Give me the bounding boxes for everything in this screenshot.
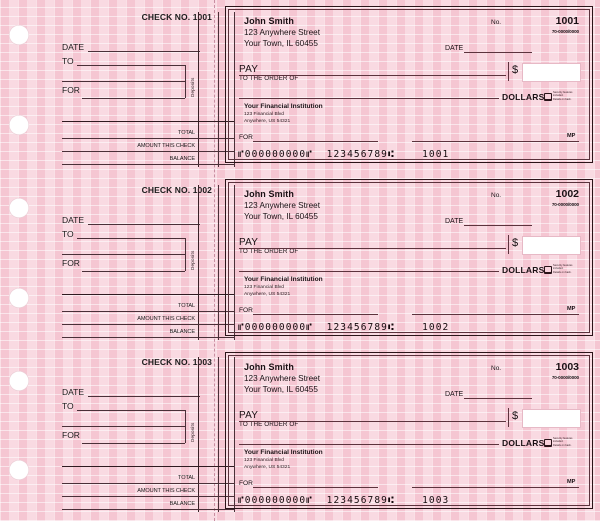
amount-words-line[interactable] xyxy=(239,271,499,272)
stub-for-label: FOR xyxy=(62,430,80,440)
dollar-sign: $ xyxy=(512,237,519,249)
stub-amount-rule xyxy=(62,311,234,312)
payer-address-2: Your Town, IL 60455 xyxy=(244,212,318,221)
seal-line-1: Security features xyxy=(553,264,573,267)
micr-account: 123456789⑆ xyxy=(326,322,395,333)
payer-address-1: 123 Anywhere Street xyxy=(244,374,321,383)
stub-to-label: TO xyxy=(62,56,74,66)
seal-line-3: Details on back. xyxy=(553,270,572,274)
routing-fraction: 70-0000/0000 xyxy=(551,202,579,207)
memo-line[interactable] xyxy=(253,314,378,315)
check-form xyxy=(225,352,593,509)
memo-label: FOR xyxy=(239,480,253,487)
micr-line xyxy=(238,322,449,333)
stub-column-divider-2 xyxy=(218,357,219,512)
seal-line-1: Security features xyxy=(553,437,573,440)
stub-date-line[interactable] xyxy=(88,224,200,225)
seal-line-3: Details on back. xyxy=(553,97,572,101)
bank-name: Your Financial Institution xyxy=(244,103,323,110)
seal-line-2: included. xyxy=(553,267,564,271)
stub-total-rule xyxy=(62,294,234,295)
mp-security-mark: MP xyxy=(567,306,576,312)
stub-for-line[interactable] xyxy=(82,98,185,99)
amount-input-box[interactable] xyxy=(522,236,581,255)
date-line[interactable] xyxy=(464,225,532,226)
micr-account: 123456789⑆ xyxy=(326,495,395,506)
stub-memo-line[interactable] xyxy=(62,426,185,427)
micr-routing: ⑈000000000⑈ xyxy=(238,149,313,160)
micr-serial: 1001 xyxy=(422,149,450,160)
stub-balance-label: BALANCE xyxy=(169,156,195,162)
date-line[interactable] xyxy=(464,52,532,53)
punch-hole xyxy=(9,198,29,218)
stub-amount-this-check-label: AMOUNT THIS CHECK xyxy=(137,143,195,149)
signature-line[interactable] xyxy=(412,141,579,142)
stub-memo-line[interactable] xyxy=(62,254,185,255)
punch-hole xyxy=(9,288,29,308)
signature-line[interactable] xyxy=(412,314,579,315)
stub-column-divider-1 xyxy=(198,185,199,340)
amount-divider xyxy=(508,62,509,81)
payer-address-2: Your Town, IL 60455 xyxy=(244,39,318,48)
stub-to-label: TO xyxy=(62,229,74,239)
pay-label: PAY xyxy=(239,64,259,75)
stub-date-label: DATE xyxy=(62,387,85,397)
stub-for-line[interactable] xyxy=(82,271,185,272)
stub-for-line[interactable] xyxy=(82,443,185,444)
amount-input-box[interactable] xyxy=(522,409,581,428)
stub-total-rule xyxy=(62,121,234,122)
bank-address-2: Anywhere, US 54321 xyxy=(244,119,291,124)
stub-column-divider-1 xyxy=(198,357,199,512)
stub-check-number: CHECK NO. 1001 xyxy=(141,12,212,22)
amount-divider xyxy=(508,235,509,254)
stub-deposits-divider xyxy=(185,65,186,98)
stub-column-divider-1 xyxy=(198,12,199,167)
amount-divider xyxy=(508,408,509,427)
register-stub xyxy=(62,12,212,167)
payee-line[interactable] xyxy=(239,421,506,422)
seal-line-1: Security features xyxy=(553,91,573,94)
stub-bottom-rule xyxy=(62,509,234,510)
seal-line-2: included. xyxy=(553,94,564,98)
stub-amount-rule xyxy=(62,138,234,139)
micr-serial: 1002 xyxy=(422,322,450,333)
register-stub xyxy=(62,185,212,340)
memo-line[interactable] xyxy=(253,487,378,488)
payee-line[interactable] xyxy=(239,248,506,249)
stub-balance-label: BALANCE xyxy=(169,329,195,335)
date-label: DATE xyxy=(445,45,464,52)
micr-line xyxy=(238,495,449,506)
stub-balance-rule xyxy=(62,496,234,497)
pay-to-order-label: TO THE ORDER OF xyxy=(239,75,299,82)
payer-address-2: Your Town, IL 60455 xyxy=(244,385,318,394)
dollar-sign: $ xyxy=(512,64,519,76)
payer-address-1: 123 Anywhere Street xyxy=(244,201,321,210)
stub-for-label: FOR xyxy=(62,85,80,95)
bank-address-2: Anywhere, US 54321 xyxy=(244,465,291,470)
check-number: 1002 xyxy=(555,188,579,200)
pay-label: PAY xyxy=(239,410,259,421)
stub-check-number: CHECK NO. 1003 xyxy=(141,357,212,367)
stub-date-label: DATE xyxy=(62,215,85,225)
stub-memo-line[interactable] xyxy=(62,81,185,82)
payer-name: John Smith xyxy=(244,16,294,26)
micr-serial: 1003 xyxy=(422,495,450,506)
pay-to-order-label: TO THE ORDER OF xyxy=(239,421,299,428)
micr-routing: ⑈000000000⑈ xyxy=(238,322,313,333)
stub-deposits-label: Deposits xyxy=(190,77,195,97)
stub-for-label: FOR xyxy=(62,258,80,268)
stub-total-label: TOTAL xyxy=(177,130,195,136)
routing-fraction: 70-0000/0000 xyxy=(551,29,579,34)
routing-fraction: 70-0000/0000 xyxy=(551,375,579,380)
punch-hole xyxy=(9,371,29,391)
stub-date-label: DATE xyxy=(62,42,85,52)
pay-label: PAY xyxy=(239,237,259,248)
lock-icon xyxy=(544,439,552,447)
memo-label: FOR xyxy=(239,134,253,141)
bank-address-1: 123 Financial Blvd xyxy=(244,285,284,290)
stub-amount-rule xyxy=(62,483,234,484)
stub-date-line[interactable] xyxy=(88,396,200,397)
payer-name: John Smith xyxy=(244,189,294,199)
stub-check-number: CHECK NO. 1002 xyxy=(141,185,212,195)
stub-to-line[interactable] xyxy=(77,410,185,411)
memo-line[interactable] xyxy=(253,141,378,142)
stub-column-divider-2 xyxy=(218,12,219,167)
security-seal xyxy=(544,438,572,447)
bank-name: Your Financial Institution xyxy=(244,449,323,456)
stub-balance-label: BALANCE xyxy=(169,501,195,507)
punch-hole xyxy=(9,460,29,480)
dollars-label: DOLLARS xyxy=(502,265,545,275)
stub-amount-this-check-label: AMOUNT THIS CHECK xyxy=(137,316,195,322)
stub-column-divider-2 xyxy=(218,185,219,340)
check-number: 1001 xyxy=(555,15,579,27)
amount-words-line[interactable] xyxy=(239,444,499,445)
check-no-label: No. xyxy=(491,192,502,199)
check-form xyxy=(225,179,593,336)
check-number: 1003 xyxy=(555,361,579,373)
register-stub xyxy=(62,357,212,512)
stub-deposits-label: Deposits xyxy=(190,422,195,442)
punch-hole xyxy=(9,115,29,135)
stub-deposits-label: Deposits xyxy=(190,250,195,270)
stub-total-label: TOTAL xyxy=(177,475,195,481)
seal-line-3: Details on back. xyxy=(553,443,572,447)
payee-line[interactable] xyxy=(239,75,506,76)
micr-routing: ⑈000000000⑈ xyxy=(238,495,313,506)
lock-icon xyxy=(544,93,552,101)
stub-deposits-divider xyxy=(185,410,186,443)
bank-address-1: 123 Financial Blvd xyxy=(244,112,284,117)
date-label: DATE xyxy=(445,391,464,398)
stub-bottom-rule xyxy=(62,337,234,338)
stub-to-line[interactable] xyxy=(77,65,185,66)
amount-input-box[interactable] xyxy=(522,63,581,82)
seal-line-2: included. xyxy=(553,440,564,444)
bank-address-2: Anywhere, US 54321 xyxy=(244,292,291,297)
check-form xyxy=(225,6,593,163)
payer-address-1: 123 Anywhere Street xyxy=(244,28,321,37)
stub-to-line[interactable] xyxy=(77,238,185,239)
lock-icon xyxy=(544,266,552,274)
dollars-label: DOLLARS xyxy=(502,92,545,102)
mp-security-mark: MP xyxy=(567,479,576,485)
stub-date-line[interactable] xyxy=(88,51,200,52)
punch-hole xyxy=(9,25,29,45)
perforation-line xyxy=(214,0,215,521)
dollars-label: DOLLARS xyxy=(502,438,545,448)
security-seal xyxy=(544,92,572,101)
mp-security-mark: MP xyxy=(567,133,576,139)
stub-balance-rule xyxy=(62,151,234,152)
date-label: DATE xyxy=(445,218,464,225)
stub-to-label: TO xyxy=(62,401,74,411)
check-no-label: No. xyxy=(491,365,502,372)
stub-total-rule xyxy=(62,466,234,467)
stub-total-label: TOTAL xyxy=(177,303,195,309)
micr-line xyxy=(238,149,449,160)
memo-label: FOR xyxy=(239,307,253,314)
signature-line[interactable] xyxy=(412,487,579,488)
payer-name: John Smith xyxy=(244,362,294,372)
bank-name: Your Financial Institution xyxy=(244,276,323,283)
stub-deposits-divider xyxy=(185,238,186,271)
micr-account: 123456789⑆ xyxy=(326,149,395,160)
stub-balance-rule xyxy=(62,324,234,325)
security-seal xyxy=(544,265,572,274)
amount-words-line[interactable] xyxy=(239,98,499,99)
date-line[interactable] xyxy=(464,398,532,399)
bank-address-1: 123 Financial Blvd xyxy=(244,458,284,463)
check-no-label: No. xyxy=(491,19,502,26)
dollar-sign: $ xyxy=(512,410,519,422)
stub-amount-this-check-label: AMOUNT THIS CHECK xyxy=(137,488,195,494)
pay-to-order-label: TO THE ORDER OF xyxy=(239,248,299,255)
stub-bottom-rule xyxy=(62,164,234,165)
